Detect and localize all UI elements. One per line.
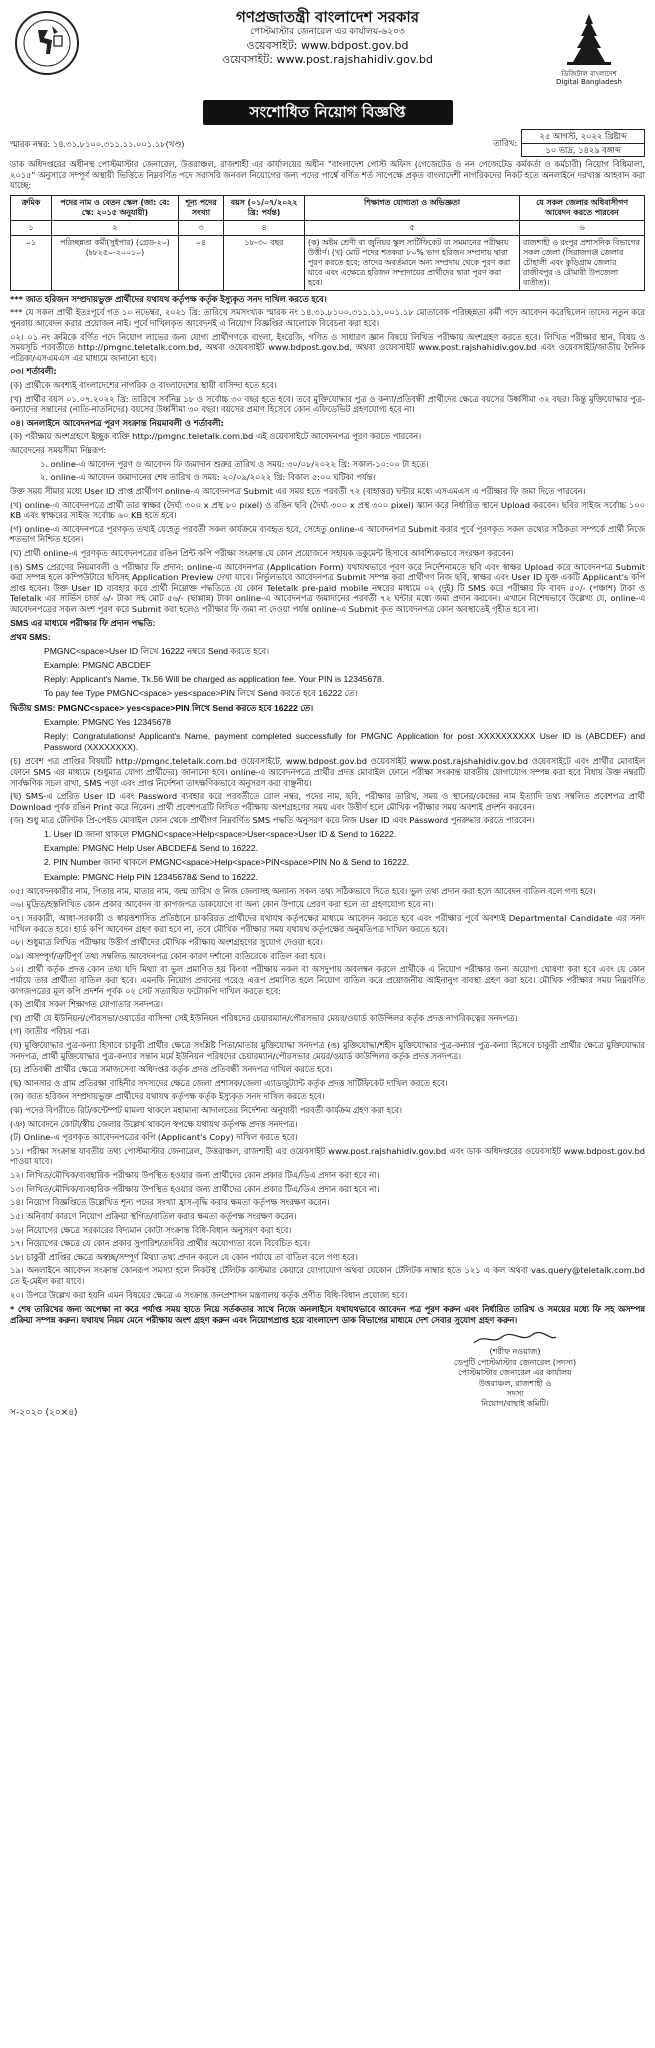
header [10, 8, 645, 98]
office-name: পোস্টমাস্টার জেনারেল এর কার্যালয়-৬২০৩ [250, 27, 405, 38]
closing-note: * শেষ তারিখের জন্য অপেক্ষা না করে পর্যাপ্ত সময় হাতে নিয়ে সর্তকতার সাথে নিজে অনলাইনে যথাযথভাবে আবেদন পত্র পূরণ করুন এবং নির্ধারিত তারিখ ও সময়ের মধ্যে ফি সহ অসম্পন্ন প্রক্রিয়া সম্পন্ন করুন। যথাযথ নিয়ম মেনে পরীক্ষায় অংশ গ্রহণ করুন এবং নিয়োগপ্রাপ্ত হয়ে বাংলাদেশ ডাক বিভাগের মাধ্যমে দেশ সেবার সুযোগ গ্রহণ করুন। [10, 1304, 645, 1325]
notes-section-2 [10, 756, 645, 826]
website-line-2: ওয়েবসাইট: www.post.rajshahidiv.gov.bd [221, 52, 434, 66]
note-paragraph: ০৮। শুধুমাত্র লিখিত পরীক্ষায় উত্তীর্ণ প্রার্থীদের মৌখিক পরীক্ষায় অংশগ্রহণের সুযোগ দেওয়া হবে। [10, 937, 323, 948]
sms-line: To pay fee Type PMGNC<space> yes<space>PIN লিখে Send করতে হবে 16222 তে। [44, 688, 358, 699]
sms-instructions [10, 618, 645, 754]
note-paragraph: উক্ত সময় সীমার মধ্যে User ID প্রাপ্ত প্রার্থীগণ online-এ আবেদনপত্র Submit এর সময় হতে পরবর্তী ৭২ (বাহাত্তর) ঘন্টার মধ্যে এসএমএস এ পরীক্ষার ফি জমা দিতে পারবেন। [10, 485, 586, 496]
intro-paragraph: ডাক অধিদপ্তরের অধীনস্থ পোস্টমাস্টার জেনারেল, উত্তরাঞ্চল, রাজশাহী এর কার্যালয়ের অধীন "বাংলাদেশ পোস্ট অফিস (গেজেটেড ও নন গেজেটেড কর্মকর্তা ও কর্মচারী) নিয়োগ বিধিমালা, ২০১৫" অনুসারে সম্পূর্ণ অস্থায়ী ভিত্তিতে নিম্নবর্ণিত পদে সরাসরি জনবল নিয়োগের জন্য পদের পার্শ্বে বর্ণিত শর্ত সাপেক্ষে প্রকৃত বাংলাদেশী নাগরিকদের নিকট হতে অনলাইনে দরখাস্ত আহবান করা যাচ্ছে: [10, 159, 645, 191]
sms-line: Reply: Congratulations! Applicant's Name, payment completed successfully for PMGNC Application for post XXXXXXXXXX User ID is (ABCDEF) and Password (XXXXXXXX). [44, 730, 645, 753]
note-paragraph: (জ) শুধু মাত্র টেলিটক প্রি-পেইড মোবাইল ফোন থেকে প্রার্থীগণ নিম্নবর্ণিত SMS পদ্ধতি অনুসরণ করে নিজ User ID এবং Password পুনরুদ্ধার করতে পারবেন। [10, 815, 535, 826]
note-paragraph: (চ) প্রবেশ পত্র প্রাপ্তির বিষয়টি http://pmgnc.teletalk.com.bd ওয়েবসাইটে, www.bdpost.gov.bd ওয়েবসাইট www.post.rajshahidiv.gov.bd ওয়েবসাইটে এবং প্রার্থীর মোবাইল ফোনে SMS এর মাধ্যমে (শুধুমাত্র যোগ্য প্রার্থীদের) জানানো হবে। online-এ আবেদনপত্রে প্রার্থীর প্রদত্ত মোবাইল ফোনে পরীক্ষা সংক্রান্ত যাবতীয় যোগাযোগ সম্পন্ন করা হবে বিধায় উক্ত নম্বরটি সার্বক্ষণিক সচল রাখা, SMS পড়া এবং প্রাপ্ত নির্দেশনা তাৎক্ষণিকভাবে অনুসরণ করা বাঞ্ছনীয়। [10, 756, 645, 788]
note-paragraph: (খ) প্রার্থীর বয়স ০১.০৭.২০২২ খ্রি: তারিখে সর্বনিম্ন ১৮ ও সর্বোচ্চ ৩০ বছর হতে হবে। তবে মুক্তিযোদ্ধার পুত্র ও কন্যা/প্রতিবন্ধী প্রার্থীদের ক্ষেত্রে বয়সের উর্ধ্বসীমা ৩২ বছর। কিন্তু মুক্তিযোদ্ধার পুত্র-কন্যাদের সন্তানের (নাতি-নাতনিদের) বয়সের উর্ধ্বসীমা ৩০ বছর। বয়সের প্রমাণ হিসেবে কোন এফিডেভিট গ্রহণযোগ্য হবে না। [10, 393, 645, 415]
signatory-line: নিয়োগ/বাছাই কমিটি। [481, 1399, 549, 1409]
note-paragraph: ১৫। অনিবার্য কারণে নিয়োগ প্রক্রিয়া স্থগিত/বাতিল করার ক্ষমতা কর্তৃপক্ষ সংরক্ষণ করেন। [10, 1210, 297, 1221]
note-paragraph: ১৩। লিখিত/মৌখিক/ব্যবহারিক পরীক্ষায় উপস্থিত হওয়ার জন্য প্রার্থীদের কোন প্রকার টিএ/ডিএ প্রদান করা হবে না। [10, 1183, 380, 1194]
note-paragraph: ১৭। নিয়োগের ক্ষেত্রে যে কোন প্রকার সুপারিশ/তদবির প্রার্থীর অযোগ্যতা বলে বিবেচিত হবে। [10, 1238, 311, 1249]
note-paragraph: (ঘ) প্রার্থী online-এ পূরণকৃত আবেদনপত্রের রঙিন প্রিন্ট কপি পরীক্ষা সংক্রান্ত যে কোন প্রয়োজনে সহায়ক ডকুমেন্ট হিসাবে আবশ্যিকভাবে সংরক্ষণ করবেন। [10, 547, 514, 558]
note-paragraph: ০৯। অসম্পূর্ণ/ত্রুটিপূর্ণ তথ্য সম্বলিত আবেদনপত্র কোন কারণ দর্শানো ব্যতিরেকে বাতিল করা হবে। [10, 950, 326, 961]
col-number: ৫ [305, 220, 520, 235]
note-paragraph: (ক) প্রার্থীর সকল শিক্ষাগত যোগ্যতার সনদপত্র। [10, 999, 163, 1010]
notes-section-3 [10, 886, 645, 1301]
signature-block [10, 1331, 645, 1419]
sms-second-label: দ্বিতীয় SMS: PMGNC<space> yes<space>PIN লিখে Send করতে হবে 16222 তে। [10, 702, 314, 713]
govt-title: গণপ্রজাতন্ত্রী বাংলাদেশ সরকার [236, 8, 419, 26]
note-paragraph: (ছ) আনসার ও গ্রাম প্রতিরক্ষা বাহিনীর সদস্যদের ক্ষেত্রে জেলা প্রশাসক/জেলা এ্যাডজুট্যান্ট কর্তৃক প্রদত্ত সার্টিফিকেট দাখিল করতে হবে। [10, 1077, 448, 1088]
note-paragraph: ০৩। শর্তাবলী: [10, 366, 57, 377]
signatory-name: (শরীফ নওয়াজ) [489, 1347, 541, 1357]
note-paragraph: (খ) প্রার্থী যে ইউনিয়ন/পৌরসভা/ওয়ার্ডের বাসিন্দা সেই ইউনিয়ন পরিষদের চেয়ারম্যান/পৌরসভার মেয়র/ওয়ার্ড কাউন্সিলর কর্তৃক প্রদত্ত নাগরিকত্বের সনদপত্র। [10, 1012, 518, 1023]
col-number: ৬ [520, 220, 645, 235]
recovery-line: Example: PMGNC Help User ABCDEF& Send to 16222. [44, 843, 258, 854]
date-label: তারিখ: [493, 137, 517, 148]
signatory-line: উত্তরাঞ্চল, রাজশাহী ও [478, 1378, 552, 1388]
note-paragraph: আবেদনের সময়সীমা নিম্নরূপ: [10, 445, 107, 456]
col-vacancy: শূন্য পদের সংখ্যা [179, 196, 224, 221]
note-paragraph: (ঝ) পদের বিপরীতে রিট/কন্টেম্পট মামলা থাকলে মহামান্য আদালতের নির্দেশনা অনুযায়ী পরবর্তী কার্যক্রম গ্রহণ করা হবে। [10, 1105, 402, 1116]
sms-line: Reply: Applicant's Name, Tk.56 Will be charged as application fee. Your PIN is 12345678. [44, 674, 385, 685]
note-paragraph: ০৫। আবেদনকারীর নাম, পিতার নাম, মাতার নাম, জন্ম তারিখ ও নিজ জেলাসহ অন্যান্য সকল তথ্য সঠিকভাবে দিতে হবে। ভুল তথ্য প্রদান করা হলে আবেদন বাতিল বলে গণ্য হবে। [10, 885, 596, 896]
col-number: ২ [52, 220, 179, 235]
note-paragraph: ১৪। নিয়োগ বিজ্ঞপ্তিতে উল্লেখিত শূন্য পদের সংখ্যা হ্রাস-বৃদ্ধি করার ক্ষমতা কর্তৃপক্ষ সংরক্ষণ করেন। [10, 1197, 330, 1208]
note-paragraph: (ক) প্রার্থীকে অবশ্যই বাংলাদেশের নাগরিক ও বাংলাদেশের স্থায়ী বাসিন্দা হতে হবে। [10, 380, 277, 391]
note-paragraph: *** যে সকল প্রার্থী ইতঃপূর্বে গত ১০ নভেম্বর, ২০২১ খ্রি: তারিখে সমসংখ্যক স্মারক নং ১৪.৩১.৮১০০.৩১১.১১.০০১.১৮ মোতাবেক পরিচ্ছন্নতা কর্মী পদে আবেদন করেছিলেন তাদের নতুন করে পুনরায় আবেদন করার প্রয়োজন নাই। পূর্বে দাখিলকৃত আবেদনই এ নিয়োগ বিজ্ঞপ্তির আলোকে বিবেচনা করা হবে। [10, 307, 645, 328]
note-paragraph: ০২। ০১ নং ক্রমিকে বর্ণিত পদে নিয়োগ লাভের জন্য যোগ্য প্রার্থীগণকে বাংলা, ইংরেজি, গণিত ও সাধারণ জ্ঞান বিষয়ে লিখিত পরীক্ষায় অংশগ্রহণ করতে হবে। লিখিত পরীক্ষার স্থান, বিষয় ও সময়সূচি পরবর্তীতে http://pmgnc.teletalk.com.bd, অথবা ওয়েবসাইট www.bdpost.gov.bd, অথবা ওয়েবসাইট www.post.rajshahidiv.gov.bd এবং ওয়েবসাইট/জাতীয় দৈনিক পত্রিকা/এসএমএস এর মাধ্যমে জানানো হবে। [10, 331, 645, 363]
date-bangla: ১০ ভাদ্র, ১৪২৯ বঙ্গাব্দ [522, 143, 645, 157]
note-paragraph: ১১। পরীক্ষা সংক্রান্ত যাবতীয় তথ্য পোস্টমাস্টার জেনারেল, উত্তরাঞ্চল, রাজশাহী এর ওয়েবসাইট www.post.rajshahidiv.gov.bd এবং ডাক অধিদপ্তরের ওয়েবসাইট www.bdpost.gov.bd পাওয়া যাবে। [10, 1145, 645, 1167]
memo-number: স্মারক নম্বর: ১৪.৩১.৮১০০.৩১১.১১.০০১.১৮(খণ্ড) [10, 139, 185, 150]
col-districts: যে সকল জেলার অধিবাসীগণ আবেদন করতে পারবেন [520, 196, 645, 221]
row-districts: রাজশাহী ও রংপুর প্রশাসনিক বিভাগের সকল জেলা (সিরাজগঞ্জ জেলার চৌহালী এবং কুড়িগ্রাম জেলার রাজীবপুর ও রৌমারী উপজেলা ব্যতীত)। [520, 235, 645, 290]
recovery-line: Example: PMGNC Help PIN 12345678& Send to 16222. [44, 871, 259, 882]
note-paragraph: (ঞ) আবেদনে কোটা/স্বীয় জেলার উল্লেখ থাকলে স্বপক্ষে যথাযথ কর্তৃপক্ষ প্রদত্ত সনদপত্র। [10, 1118, 298, 1129]
signatory-line: ডেপুটি পোস্টমাস্টার জেনারেল (সদস্য) [453, 1357, 577, 1367]
note-paragraph: ১৯। অনলাইনে আবেদন সংক্রান্ত কোনরূপ সমস্যা হলে নিকটস্থ টেলিটক কাস্টমার কেয়ারে যোগাযোগ অথবা যেকোন টেলিটক নাম্বার হতে ১২১ এ কল অথবা vas.query@teletalk.com.bd তে ই-মেইল করা যাবে। [10, 1265, 645, 1286]
digital-bangladesh-logo [545, 10, 633, 94]
recovery-line: 1. User ID জানা থাকলে PMGNC<space>Help<space>User<space>User ID & Send to 16222. [44, 828, 397, 839]
row-qualification: (ক) অষ্টম শ্রেণী বা জুনিয়র স্কুল সার্টিফিকেট বা সমমানের পরীক্ষায় উত্তীর্ণ। (খ) মোট পদের শতকরা ৮০% ভাগ হরিজন সম্প্রদায় দ্বারা পূরণ করতে হবে; তাদের অবর্তমানে অন্য সম্প্রদায় থেকে পূরণ করা যাবে এবং এক্ষেত্রে হরিজন সম্প্রদায়ের প্রার্থীদের দ্বারা পূরণ করা হবে। [305, 235, 520, 290]
website-line: ওয়েবসাইট: www.bdpost.gov.bd [246, 38, 409, 52]
note-paragraph: ০৪। অনলাইনে আবেদনপত্র পূরণ সংক্রান্ত নিয়মাবলী ও শর্তাবলী: [10, 417, 224, 428]
row-age: ১৮-৩০ বছর [224, 235, 305, 290]
col-number: ৩ [179, 220, 224, 235]
note-paragraph: ২. online-এ আবেদন জমাদানের শেষ তারিখ ও সময়: ২০/০৯/২০২২ খ্রি: বিকাল ৫:০০ ঘটিকা পর্যন্ত। [40, 472, 376, 483]
row-post: পরিচ্ছন্নতা কর্মী(সুইপার) (গ্রেড-২০) (৳৮২৫০-২০০১০) [52, 235, 179, 290]
note-paragraph: (ক) পরীক্ষায় অংশগ্রহণে ইচ্ছুক ব্যক্তি http://pmgnc.teletalk.com.bd এই ওয়েবসাইটে আবেদনপত্র পূরণ করতে পারবেন। [10, 431, 422, 442]
posts-table [10, 195, 645, 291]
note-paragraph: (চ) প্রতিবন্ধী প্রার্থীর ক্ষেত্রে সমাজসেবা অধিদপ্তর কর্তৃক প্রদত্ত প্রতিবন্ধী সনদপত্র দাখিল করতে হবে। [10, 1064, 333, 1075]
sms-line: PMGNC<space>User ID লিখে 16222 নম্বরে Send করতে হবে। [44, 645, 270, 656]
note-paragraph: ০৭। সরকারী, আধা-সরকারী ও স্বায়ত্তশাসিত প্রতিষ্ঠানে চাকরিরত প্রার্থীদের যথাযথ কর্তৃপক্ষের মাধ্যমে আবেদন করতে হবে এবং পরীক্ষার পূর্বে অবশ্যই Departmental Candidate এর সনদ দাখিল করতে হবে। হার্ড কপি আবেদন গ্রহণ করা হবে না, তবে মৌখিক পরীক্ষার সময় যথাযথ কর্তৃপক্ষের অনুমতিপত্র দাখিল করতে হবে। [10, 912, 645, 934]
date-box [493, 129, 645, 157]
recovery-instructions [10, 829, 645, 883]
bangladesh-post-logo [14, 10, 80, 76]
note-paragraph: ১০। প্রার্থী কর্তৃক প্রদত্ত কোন তথ্য যদি মিথ্যা বা ভুল প্রমাণিত হয় কিংবা পরীক্ষায় নকল বা অসদুপায় অবলম্বন করলে প্রার্থীকে এ নিয়োগ পরীক্ষার জন্য অযোগ্য ঘোষণা করা হবে এবং যে কোন পর্যায়ে তার প্রার্থীতা বাতিল করা হবে। এমনকি নিয়োগ প্রদানের পরেও এরূপ প্রমাণিত হলে নিয়োগ বাতিল করে প্রয়োজনীয় আইনানুগ ব্যবস্থা গ্রহণ করা হবে। মৌখিক পরীক্ষার সময় নিম্নবর্ণিত কাগজপত্রের মূল কপি প্রদর্শন পূর্বক ০২ সেট সত্যায়িত ফটোকপি দাখিল করতে হবে: [10, 964, 645, 996]
col-post: পদের নাম ও বেতন স্কেল (জা: বে: স্কে: ২০১৫ অনুযায়ী) [52, 196, 179, 221]
sms-line: Example: PMGNC Yes 12345678 [44, 716, 172, 727]
note-paragraph: ১৮। চাকুরী প্রাপ্তির ক্ষেত্রে অস্বচ্ছ/সম্পূর্ণ মিথ্যা তথ্য প্রদান করলে যে কোন পর্যায়ে তা বাতিল বলে গণ্য হবে। [10, 1251, 358, 1262]
col-serial: ক্রমিক [11, 196, 52, 221]
table-row [11, 235, 645, 290]
note-paragraph: (ঙ) SMS প্রেরণের নিয়মাবলী ও পরীক্ষার ফি প্রদান: online-এ আবেদনপত্র (Application Form) যথাযথভাবে পূরণ করে নির্দেশনামতে ছবি এবং স্বাক্ষর Upload করে আবেদনপত্র Submit করা সম্পন্ন হলে কম্পিউটারে ছবিসহ Application Preview দেখা যাবে। নির্ভুলভাবে আবেদনপত্র Submit সম্পন্ন করা প্রার্থীগণ নিজ ছবি, স্বাক্ষর এবং User ID যুক্ত একটি Applicant's কপি প্রাপ্ত হবেন। উক্ত User ID ব্যবহার করে প্রার্থী নিম্নোক্ত পদ্ধতিতে যে কোন Teletalk pre-paid mobile নম্বরের মাধ্যমে ০২ (দুই) টি SMS করে পরীক্ষার ফি বাবদ ৫০/- (পঞ্চাশ) টাকা ও Teletalk এর সার্ভিস চার্জ ৬/- টাকা সহ মোট ৫৬/- (ছাপ্পান্ন) টাকা online-এ আবেদনপত্র জমাদানের পরবর্তী ৭২ ঘন্টার মধ্যে জমা প্রদান করবেন। এখানে বিশেষভাবে উল্লেখ্য যে, online-এ আবেদনপত্রের সকল অংশ পূরণ করে Submit করা হলেও পরীক্ষার ফি জমা না দেওয়া পর্যন্ত online-এ Submit কৃত আবেদনপত্র কোন অবস্থাতেই গৃহীত হবে না। [10, 561, 645, 614]
note-paragraph: (ট) Online-এ পূরণকৃত আবেদনপত্রের কপি (Applicant's Copy) দাখিল করতে হবে। [10, 1132, 298, 1143]
recovery-line: 2. PIN Number জানা থাকলে PMGNC<space>Help<space>PIN<space>PIN No & Send to 16222. [44, 857, 410, 868]
date-english: ২৫ আগস্ট, ২০২২ খ্রিষ্টাব্দ [522, 130, 645, 144]
note-paragraph: (গ) online-এ আবেদনপত্রে পূরণকৃত তথ্যই যেহেতু পরবর্তী সকল কার্যক্রমে ব্যবহৃত হবে, সেহেতু online-এ আবেদনপত্র Submit করার পূর্বে পূরণকৃত সকল তথ্যের সঠিকতা সম্পর্কে প্রার্থী নিজে শতভাগ নিশ্চিত হবেন। [10, 523, 645, 545]
note-paragraph: ১৬। নিয়োগের ক্ষেত্রে সরকারের বিদ্যমান কোটা সংক্রান্ত বিধি-বিধান অনুসরণ করা হবে। [10, 1224, 292, 1235]
sms-line: Example: PMGNC ABCDEF [44, 660, 151, 671]
col-age: বয়স (০১/০৭/২০২২ খ্রি: পর্যন্ত) [224, 196, 305, 221]
note-paragraph: *** জাত হরিজন সম্প্রদায়ভুক্ত প্রার্থীদের যথাযথ কর্তৃপক্ষ কর্তৃক ইস্যুকৃত সনদ দাখিল করতে হবে। [10, 293, 327, 304]
note-paragraph: (ঘ) মুক্তিযোদ্ধার পুত্র-কন্যা হিসাবে চাকুরী প্রার্থীর ক্ষেত্রে সংশ্লিষ্ট পিতা/মাতার মুক্তিযোদ্ধা সনদপত্র (ঙ) মুক্তিযোদ্ধা/শহীদ মুক্তিযোদ্ধার পুত্র-কন্যার পুত্র-কন্যা হিসেবে চাকুরী প্রার্থীর ক্ষেত্রে মুক্তিযোদ্ধার সনদপত্র, প্রার্থী মুক্তিযোদ্ধার পুত্র-কন্যার সন্তান মর্মে ইউনিয়ন পরিষদের চেয়ারম্যান/পৌরসভার মেয়র/ওয়ার্ড কাউন্সিলর কর্তৃক প্রদত্ত সনদপত্র। [10, 1039, 645, 1061]
col-number: ১ [11, 220, 52, 235]
sms-first-label: প্রথম SMS: [10, 631, 51, 642]
note-paragraph: ১২। লিখিত/মৌখিক/ব্যবহারিক পরীক্ষায় উপস্থিত হওয়ার জন্য প্রার্থীদের কোন প্রকার টিএ/ডিএ প্রদান করা হবে না। [10, 1170, 380, 1181]
note-paragraph: (খ) online-এ আবেদনপত্রে প্রার্থী তার স্বাক্ষর (দৈর্ঘ্য ৩০০ x প্রস্থ ৮০ pixel) ও রঙিন ছবি (দৈর্ঘ্য ৩০০ x প্রস্থ ৩০০ pixel) স্ক্যান করে নির্ধারিত স্থানে Upload করবেন। ছবির সাইজ সর্বোচ্চ ১০০ KB এবং স্বাক্ষরের সাইজ সর্বোচ্চ ৬০ KB হতে হবে। [10, 499, 645, 521]
date-table [521, 129, 645, 157]
col-qualification: শিক্ষাগত যোগ্যতা ও অভিজ্ঞতা [305, 196, 520, 221]
signatory [415, 1347, 615, 1409]
footer-code: স-২০২০ (২০×৪) [10, 1407, 78, 1418]
row-serial: ০১ [11, 235, 52, 290]
note-paragraph: ১. online-এ আবেদন পূরণ ও আবেদন ফি জমাদান শুরুর তারিখ ও সময়: ৩০/০৮/২০২২ খ্রি: সকাল-১০:০০ টা হতে। [40, 458, 429, 469]
signatory-line: সদস্য [506, 1388, 524, 1398]
note-paragraph: (জ) জাত হরিজন সম্প্রদায়ভুক্ত প্রার্থীদের যথাযথ কর্তৃপক্ষ কর্তৃক ইস্যুকৃত সনদ দাখিল করতে হবে। [10, 1091, 325, 1102]
note-paragraph: (গ) জাতীয় পরিচয় পত্র। [10, 1026, 90, 1037]
row-vacancy: ০৪ [179, 235, 224, 290]
col-number: ৪ [224, 220, 305, 235]
sms-heading: SMS এর মাধ্যমে পরীক্ষার ফি প্রদান পদ্ধতি: [10, 617, 156, 628]
note-paragraph: ২০। উপরে উল্লেখ করা হয়নি এমন বিষয়ের ক্ষেত্রে এ সংক্রান্ত জনপ্রশাসন মন্ত্রণালয় কর্তৃক প্রণীত বিধি-বিধান প্রযোজ্য হবে। [10, 1289, 408, 1300]
note-paragraph: ০৬। মুদ্রিত/হস্তলিখিত কোন প্রকার আবেদন বা কাগজপত্র ডাকযোগে বা অন্য কোন উপায়ে প্রেরণ করা হলে তা গ্রহণযোগ্য হবে না। [10, 899, 434, 910]
signatory-line: পোস্টমাস্টার জেনারেল এর কার্যালয় [458, 1368, 572, 1378]
note-paragraph: (ছ) SMS-এ প্রেরিত User ID এবং Password ব্যবহার করে পরবর্তীতে রোল নম্বর, পদের নাম, ছবি, পরীক্ষার তারিখ, সময় ও স্থানের/কেন্দ্রের নাম ইত্যাদি তথ্য সম্বলিত প্রবেশপত্র প্রার্থী Download পূর্বক রঙিন Print করে নিবেন। প্রার্থী প্রবেশপত্রটি লিখিত পরীক্ষায় অংশগ্রহণের সময় এবং উত্তীর্ণ হলে মৌখিক পরীক্ষার সময় অবশ্যই প্রদর্শন করবেন। [10, 791, 645, 812]
digital-bangladesh-caption: ডিজিটাল বাংলাদেশ [561, 70, 617, 78]
notice-title: সংশোধিত নিয়োগ বিজ্ঞপ্তি [203, 100, 453, 125]
memo-row [10, 129, 645, 157]
notes-section [10, 294, 645, 615]
digital-bangladesh-caption-en: Digital Bangladesh [556, 78, 622, 87]
